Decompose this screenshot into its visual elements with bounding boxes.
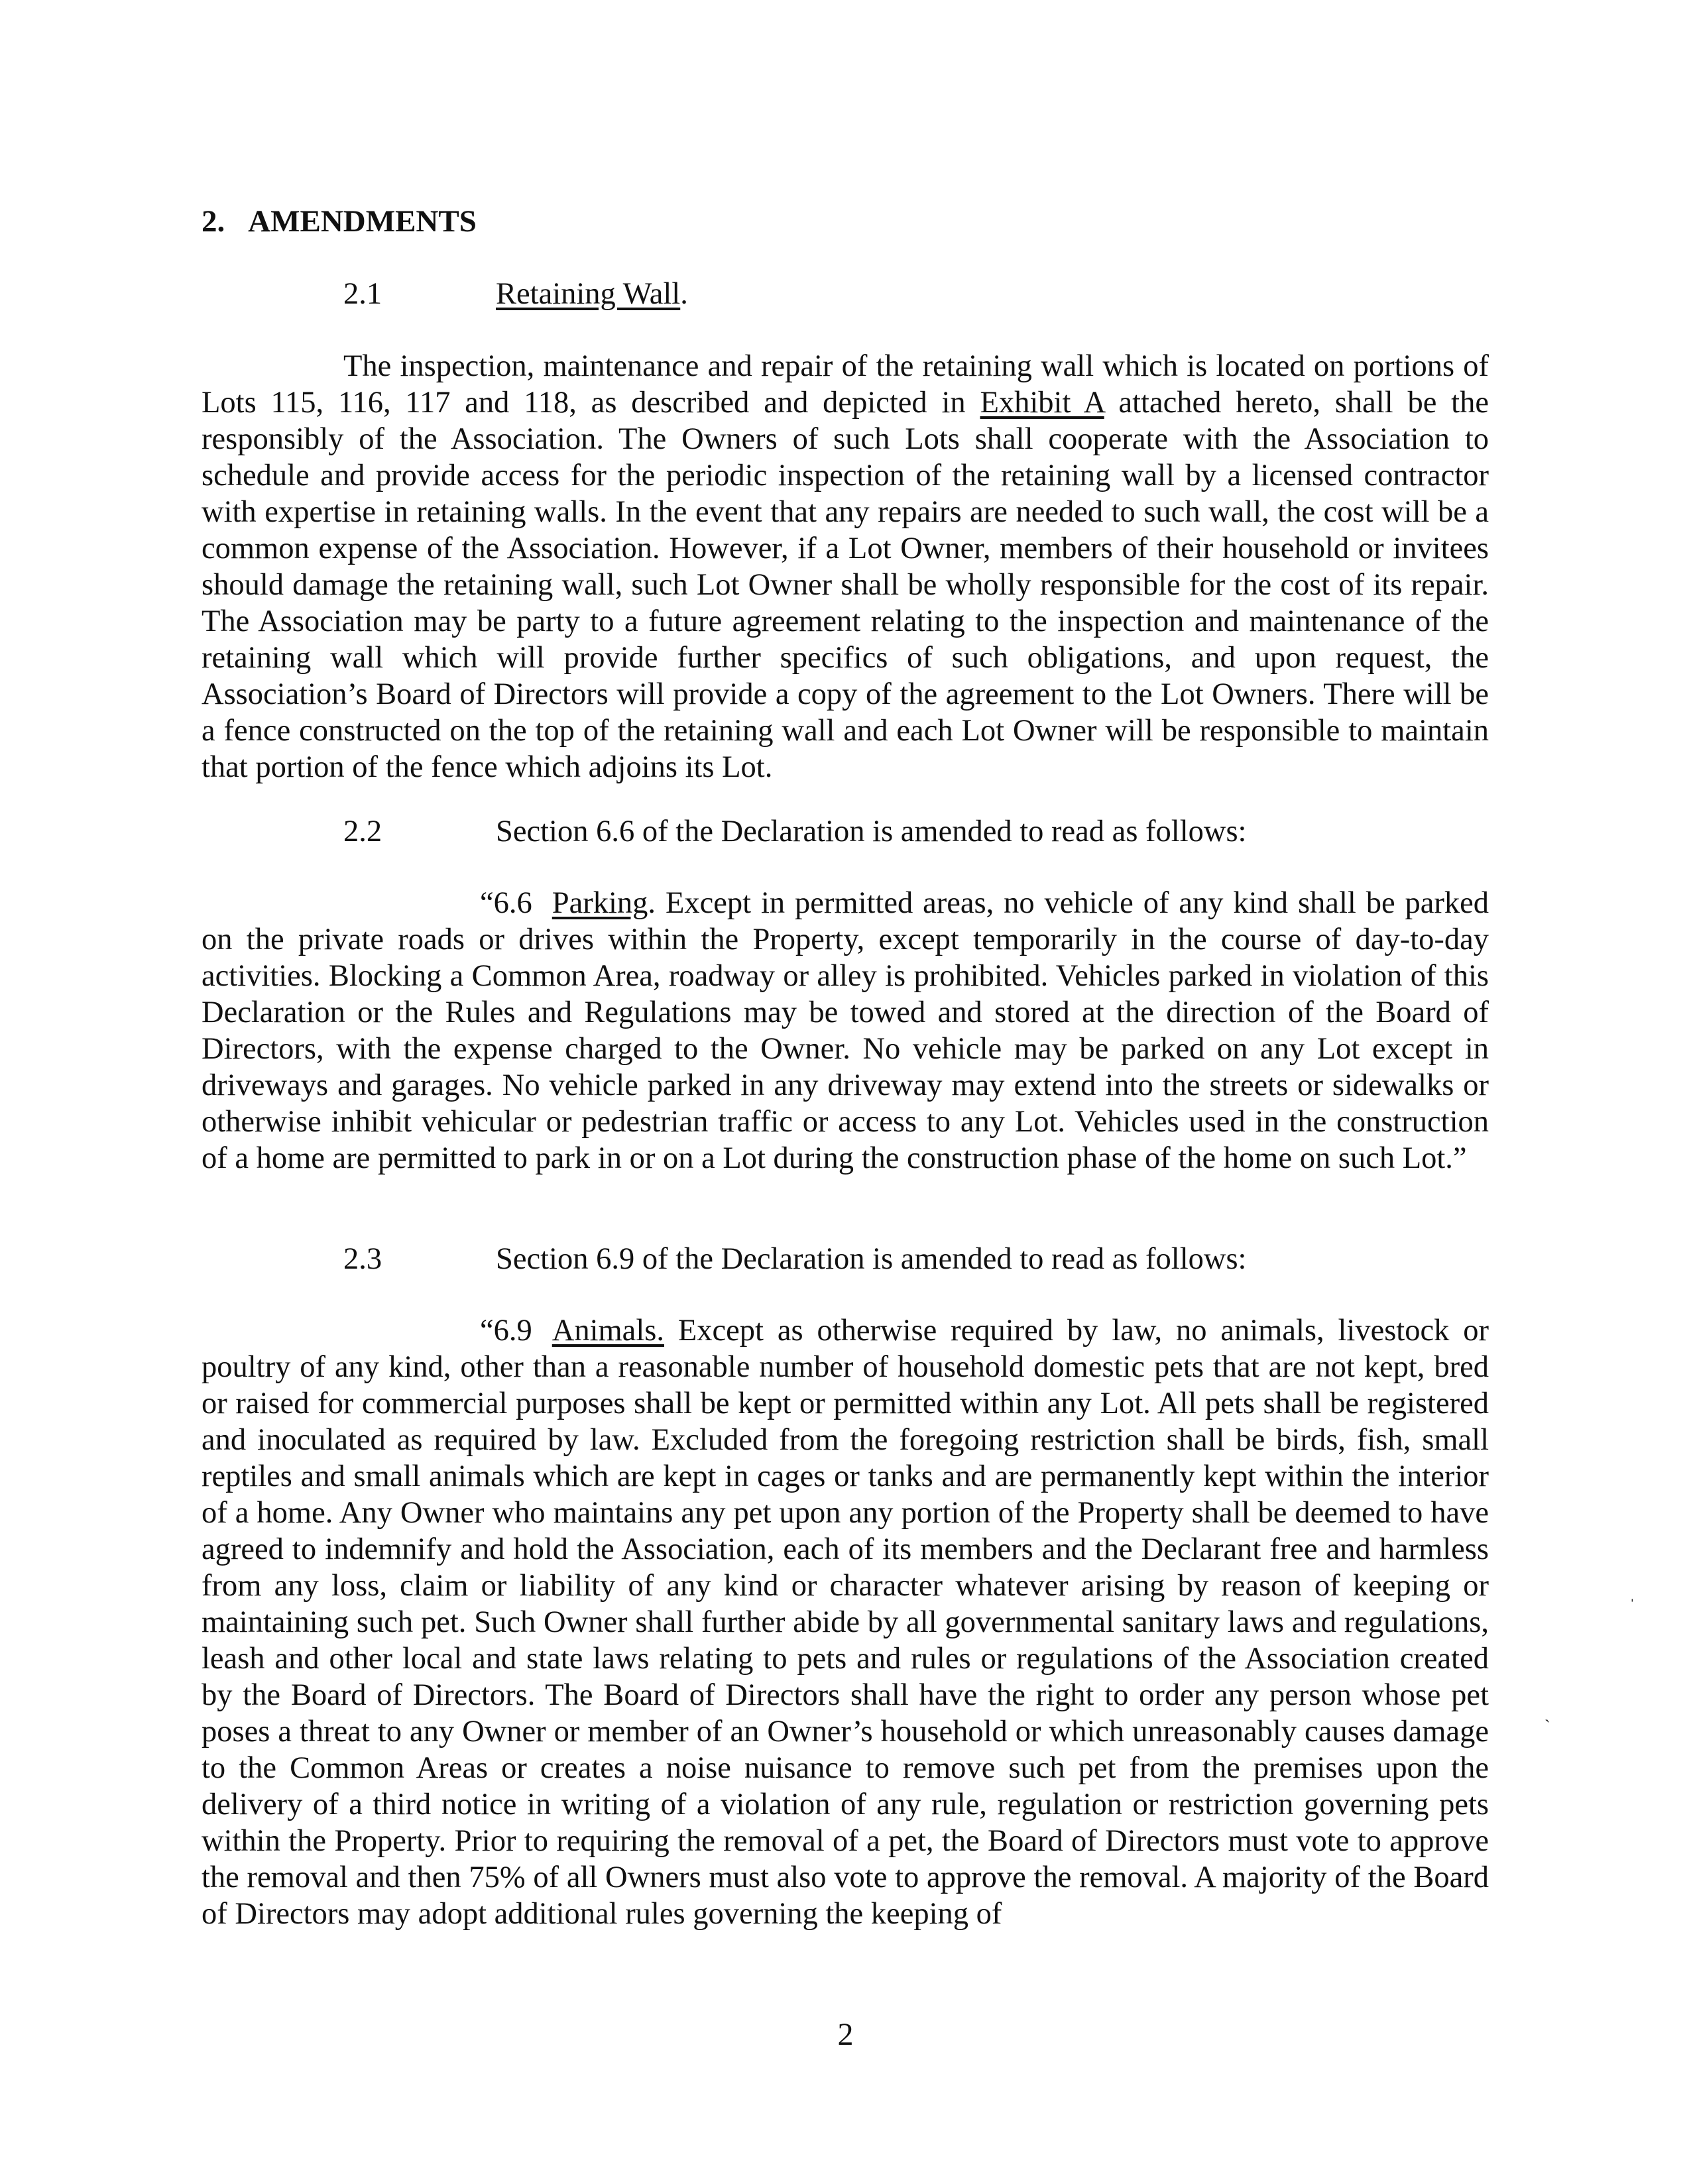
section-title: AMENDMENTS: [248, 204, 477, 239]
subsection-title: Retaining Wall: [496, 277, 681, 311]
quote-title: Parking: [552, 886, 648, 920]
page-number: 2: [837, 2017, 854, 2052]
paragraph-animals: [202, 1312, 1489, 1932]
subsection-text: Section 6.6 of the Declaration is amended to read as follows:: [496, 815, 1247, 848]
subsection-number: 2.1: [343, 277, 382, 311]
subsection-title-period: .: [680, 277, 688, 311]
quote-number: “6.6: [480, 886, 532, 920]
exhibit-a-reference: Exhibit A: [980, 386, 1104, 420]
scan-artifact-mark: ˈ: [1629, 1596, 1635, 1615]
subsection-2-1-heading: [343, 274, 688, 314]
paragraph-text: attached hereto, shall be the responsibly of the Association. The Owners of such Lots shall cooperate with the Association to schedule and provide access for the periodic inspection of the retaining wall by a licensed contractor with expertise in retaining walls. In the event that any repairs are needed to such wall, the cost will be a common expense of the Association. However, if a Lot Owner, members of their household or invitees should damage the retaining wall, such Lot Owner shall be wholly responsible for the cost of its repair. The Association may be party to a future agreement relating to the inspection and maintenance of the retaining wall which will provide further specifics of such obligations, and upon request, the Association’s Board of Directors will provide a copy of the agreement to the Lot Owners. There will be a fence constructed on the top of the retaining wall and each Lot Owner will be responsible to maintain that portion of the fence which adjoins its Lot.: [202, 386, 1489, 784]
quote-number: “6.9: [480, 1314, 532, 1348]
section-number: 2.: [202, 204, 225, 239]
section-heading: [202, 201, 477, 241]
paragraph-text: Except as otherwise required by law, no animals, livestock or poultry of any kind, other than a reasonable number of household domestic pets that are not kept, bred or raised for commercial purposes shall be kept or permitted within any Lot. All pets shall be registered and inoculated as required by law. Excluded from the foregoing restriction shall be birds, fish, small reptiles and small animals which are kept in cages or tanks and are permanently kept within the interior of a home. Any Owner who maintains any pet upon any portion of the Property shall be deemed to have agreed to indemnify and hold the Association, each of its members and the Declarant free and harmless from any loss, claim or liability of any kind or character whatever arising by reason of keeping or maintaining such pet. Such Owner shall further abide by all governmental sanitary laws and regulations, leash and other local and state laws relating to pets and rules or regulations of the Association created by the Board of Directors. The Board of Directors shall have the right to order any person whose pet poses a threat to any Owner or member of an Owner’s household or which unreasonably causes damage to the Common Areas or creates a noise nuisance to remove such pet from the premises upon the delivery of a third notice in writing of a violation of any rule, regulation or restriction governing pets within the Property. Prior to requiring the removal of a pet, the Board of Directors must vote to approve the removal and then 75% of all Owners must also vote to approve the removal. A majority of the Board of Directors may adopt additional rules governing the keeping of: [202, 1314, 1489, 1931]
paragraph-retaining-wall: [202, 348, 1489, 785]
paragraph-text: The inspection, maintenance and repair of the retaining wall which is located on portions of Lots 115, 116, 117 and 118, as described and depicted in: [202, 349, 1489, 420]
subsection-number: 2.2: [343, 815, 382, 848]
subsection-2-3-heading: [343, 1239, 1246, 1279]
subsection-2-2-heading: [343, 812, 1246, 852]
subsection-number: 2.3: [343, 1242, 382, 1276]
paragraph-text: . Except in permitted areas, no vehicle of any kind shall be parked on the private roads or drives within the Property, except temporarily in the course of day-to-day activities. Blocking a Common Area, roadway or alley is prohibited. Vehicles parked in violation of this Declaration or the Rules and Regulations may be towed and stored at the direction of the Board of Directors, with the expense charged to the Owner. No vehicle may be parked on any Lot except in driveways and garages. No vehicle parked in any driveway may extend into the streets or sidewalks or otherwise inhibit vehicular or pedestrian traffic or access to any Lot. Vehicles used in the construction of a home are permitted to park in or on a Lot during the construction phase of the home on such Lot.”: [202, 886, 1489, 1175]
quote-title: Animals.: [552, 1314, 664, 1348]
paragraph-parking: [202, 885, 1489, 1177]
scan-artifact-mark: ˏ: [1545, 1703, 1550, 1723]
subsection-text: Section 6.9 of the Declaration is amended to read as follows:: [496, 1242, 1247, 1276]
